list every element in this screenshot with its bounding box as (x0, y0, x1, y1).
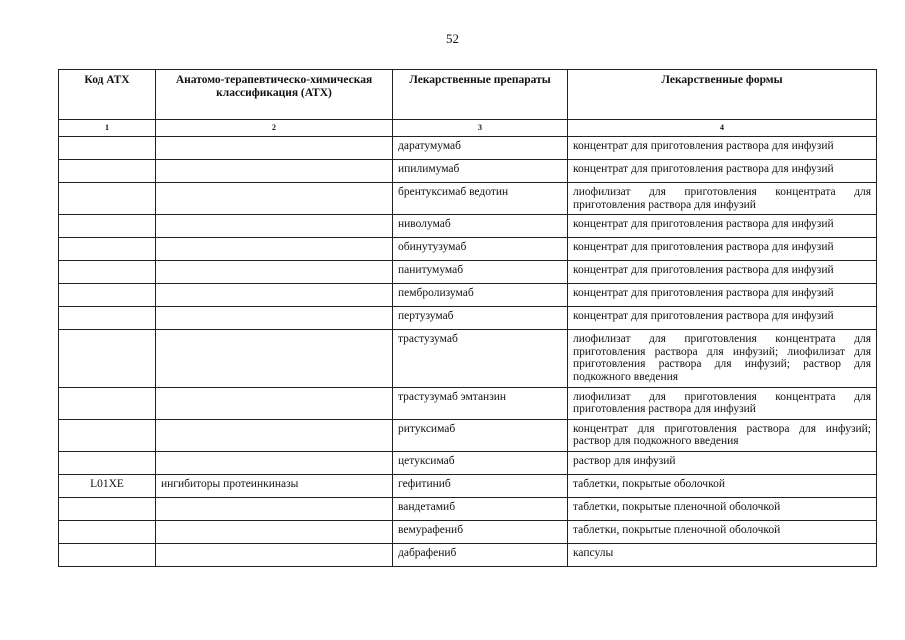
atx-code-cell (59, 451, 156, 474)
atx-classification-cell (156, 497, 393, 520)
page-number: 52 (446, 31, 459, 46)
dosage-form-cell: лиофилизат для приготовления концентрата для приготовления раствора для инфузий; лиофилизат для приготовления раствора для инфузий; раствор для подкожного введения (568, 330, 877, 387)
atx-classification-cell (156, 238, 393, 261)
column-number-row (59, 120, 877, 137)
dosage-form-cell: капсулы (568, 543, 877, 566)
atx-code-cell (59, 307, 156, 330)
dosage-form-cell: таблетки, покрытые оболочкой (568, 474, 877, 497)
drug-name-cell: дабрафениб (393, 543, 568, 566)
atx-code-cell (59, 137, 156, 160)
atx-classification-cell (156, 137, 393, 160)
atx-code-cell (59, 183, 156, 215)
atx-code-cell (59, 160, 156, 183)
column-number: 2 (156, 120, 393, 137)
drug-name-cell: панитумумаб (393, 261, 568, 284)
atx-code-cell (59, 330, 156, 387)
dosage-form-cell: концентрат для приготовления раствора для инфузий (568, 137, 877, 160)
atx-code-cell (59, 284, 156, 307)
header-atx-classification: Анатомо-терапевтическо-химическая классификация (АТХ) (156, 70, 393, 120)
dosage-form-cell: раствор для инфузий (568, 451, 877, 474)
table-row (59, 419, 877, 451)
atx-classification-cell (156, 183, 393, 215)
atx-classification-cell: ингибиторы протеинкиназы (156, 474, 393, 497)
table-row (59, 543, 877, 566)
table-row (59, 497, 877, 520)
atx-code-cell (59, 238, 156, 261)
dosage-form-cell: лиофилизат для приготовления концентрата для приготовления раствора для инфузий (568, 387, 877, 419)
table-row (59, 160, 877, 183)
atx-classification-cell (156, 215, 393, 238)
table-row (59, 330, 877, 387)
drug-name-cell: пембролизумаб (393, 284, 568, 307)
drug-name-cell: ритуксимаб (393, 419, 568, 451)
drug-name-cell: вандетамиб (393, 497, 568, 520)
dosage-form-cell: таблетки, покрытые пленочной оболочкой (568, 520, 877, 543)
atx-classification-cell (156, 451, 393, 474)
atx-code-cell (59, 261, 156, 284)
table-row (59, 238, 877, 261)
table-row (59, 284, 877, 307)
header-dosage-forms: Лекарственные формы (568, 70, 877, 120)
drug-name-cell: трастузумаб (393, 330, 568, 387)
drug-name-cell: обинутузумаб (393, 238, 568, 261)
atx-classification-cell (156, 520, 393, 543)
atx-classification-cell (156, 419, 393, 451)
column-number: 4 (568, 120, 877, 137)
atx-classification-cell (156, 261, 393, 284)
table-row (59, 474, 877, 497)
header-atx-code: Код АТХ (59, 70, 156, 120)
dosage-form-cell: концентрат для приготовления раствора для инфузий (568, 238, 877, 261)
drug-name-cell: цетуксимаб (393, 451, 568, 474)
atx-code-cell (59, 215, 156, 238)
drug-name-cell: ниволумаб (393, 215, 568, 238)
atx-code-cell (59, 497, 156, 520)
table-header-row (59, 70, 877, 120)
drug-name-cell: трастузумаб эмтанзин (393, 387, 568, 419)
table-row (59, 520, 877, 543)
header-drugs: Лекарственные препараты (393, 70, 568, 120)
atx-code-cell (59, 543, 156, 566)
dosage-form-cell: концентрат для приготовления раствора для инфузий (568, 284, 877, 307)
column-number: 1 (59, 120, 156, 137)
table-row (59, 261, 877, 284)
dosage-form-cell: концентрат для приготовления раствора для инфузий (568, 215, 877, 238)
atx-code-cell: L01XE (59, 474, 156, 497)
atx-classification-cell (156, 307, 393, 330)
atx-classification-cell (156, 284, 393, 307)
dosage-form-cell: концентрат для приготовления раствора для инфузий (568, 261, 877, 284)
dosage-form-cell: лиофилизат для приготовления концентрата для приготовления раствора для инфузий (568, 183, 877, 215)
atx-classification-cell (156, 330, 393, 387)
drug-name-cell: ипилимумаб (393, 160, 568, 183)
table-row (59, 215, 877, 238)
drug-name-cell: даратумумаб (393, 137, 568, 160)
drug-name-cell: пертузумаб (393, 307, 568, 330)
dosage-form-cell: концентрат для приготовления раствора для инфузий; раствор для подкожного введения (568, 419, 877, 451)
table-row (59, 183, 877, 215)
drug-name-cell: вемурафениб (393, 520, 568, 543)
atx-drug-table (58, 69, 877, 567)
table-row (59, 387, 877, 419)
table-row (59, 307, 877, 330)
drug-name-cell: гефитиниб (393, 474, 568, 497)
atx-classification-cell (156, 387, 393, 419)
atx-classification-cell (156, 543, 393, 566)
table-row (59, 137, 877, 160)
dosage-form-cell: таблетки, покрытые пленочной оболочкой (568, 497, 877, 520)
column-number: 3 (393, 120, 568, 137)
atx-code-cell (59, 387, 156, 419)
atx-code-cell (59, 419, 156, 451)
dosage-form-cell: концентрат для приготовления раствора для инфузий (568, 160, 877, 183)
atx-code-cell (59, 520, 156, 543)
atx-classification-cell (156, 160, 393, 183)
table-row (59, 451, 877, 474)
drug-name-cell: брентуксимаб ведотин (393, 183, 568, 215)
dosage-form-cell: концентрат для приготовления раствора для инфузий (568, 307, 877, 330)
